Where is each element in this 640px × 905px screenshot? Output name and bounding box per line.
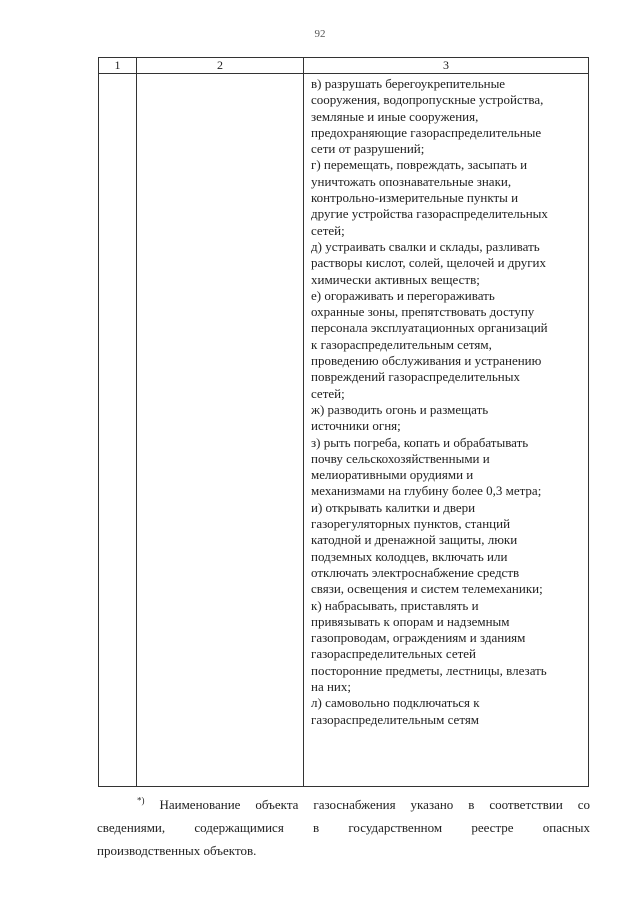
text-line: на них;	[311, 678, 352, 694]
text-line: отключать электроснабжение средств	[311, 564, 520, 580]
text-line: проведению обслуживания и устранению	[311, 353, 542, 369]
column-3-cell	[304, 74, 589, 787]
text-line: газораспределительных сетей	[311, 646, 477, 662]
text-line: уничтожать опознавательные знаки,	[311, 173, 512, 189]
footnote-line-1: *) Наименование объекта газоснабжения указано в соответствии со	[137, 795, 591, 812]
text-line: источники огня;	[311, 418, 401, 434]
text-line: почву сельскохозяйственными и	[311, 450, 490, 466]
text-line: газопроводам, ограждениям и зданиям	[311, 630, 526, 646]
text-line: химически активных веществ;	[311, 271, 480, 287]
text-line: сети от разрушений;	[311, 141, 425, 157]
text-line: контрольно-измерительные пункты и	[311, 190, 519, 206]
page-number: 92	[314, 28, 326, 40]
text-line: мелиоративными орудиями и	[311, 467, 474, 483]
table-header-row	[99, 58, 589, 74]
text-line: сооружения, водопропускные устройства,	[311, 92, 544, 108]
column-header-1: 1	[99, 58, 137, 74]
text-line: другие устройства газораспределительных	[311, 206, 548, 222]
text-line: посторонние предметы, лестницы, влезать	[311, 662, 547, 678]
text-line: повреждений газораспределительных	[311, 369, 520, 385]
text-line: растворы кислот, солей, щелочей и других	[311, 255, 547, 271]
footnote-mark: *)	[137, 795, 145, 806]
text-line: г) перемещать, повреждать, засыпать и	[311, 157, 528, 173]
text-line: земляные и иные сооружения,	[311, 108, 479, 124]
text-line: ж) разводить огонь и размещать	[311, 401, 489, 417]
footnote-line-2: сведениями, содержащимися в государственном реестре опасных	[97, 820, 590, 835]
table-bottom-border	[99, 786, 589, 787]
text-line: катодной и дренажной защиты, люки	[311, 532, 518, 548]
text-line: д) устраивать свалки и склады, разливать	[311, 238, 540, 254]
text-line: к газораспределительным сетям,	[311, 336, 492, 352]
text-line: и) открывать калитки и двери	[311, 499, 476, 515]
text-line: газораспределительным сетям	[311, 711, 480, 727]
text-line: связи, освещения и систем телемеханики;	[311, 581, 543, 597]
text-line: сетей;	[311, 385, 345, 401]
text-line: подземных колодцев, включать или	[311, 548, 508, 564]
text-line: персонала эксплуатационных организаций	[311, 320, 548, 336]
restrictions-text	[304, 74, 588, 728]
column-header-2: 2	[137, 58, 304, 74]
text-line: охранные зоны, препятствовать доступу	[311, 304, 535, 320]
column-header-3: 3	[304, 58, 589, 74]
column-2-cell	[137, 74, 304, 787]
requirements-table	[98, 57, 589, 787]
text-line: механизмами на глубину более 0,3 метра;	[311, 483, 542, 499]
text-line: в) разрушать берегоукрепительные	[311, 76, 506, 91]
footnote-line-3: производственных объектов.	[97, 843, 257, 858]
text-line: привязывать к опорам и надземным	[311, 613, 510, 629]
footnote	[97, 793, 590, 862]
text-line: сетей;	[311, 222, 345, 238]
text-line: е) огораживать и перегораживать	[311, 287, 495, 303]
text-line: к) набрасывать, приставлять и	[311, 597, 479, 613]
text-line: предохраняющие газораспределительные	[311, 124, 542, 140]
table-row	[99, 74, 589, 787]
column-1-cell	[99, 74, 137, 787]
text-line: з) рыть погреба, копать и обрабатывать	[311, 434, 529, 450]
text-line: газорегуляторных пунктов, станций	[311, 516, 511, 532]
text-line: л) самовольно подключаться к	[311, 695, 480, 711]
